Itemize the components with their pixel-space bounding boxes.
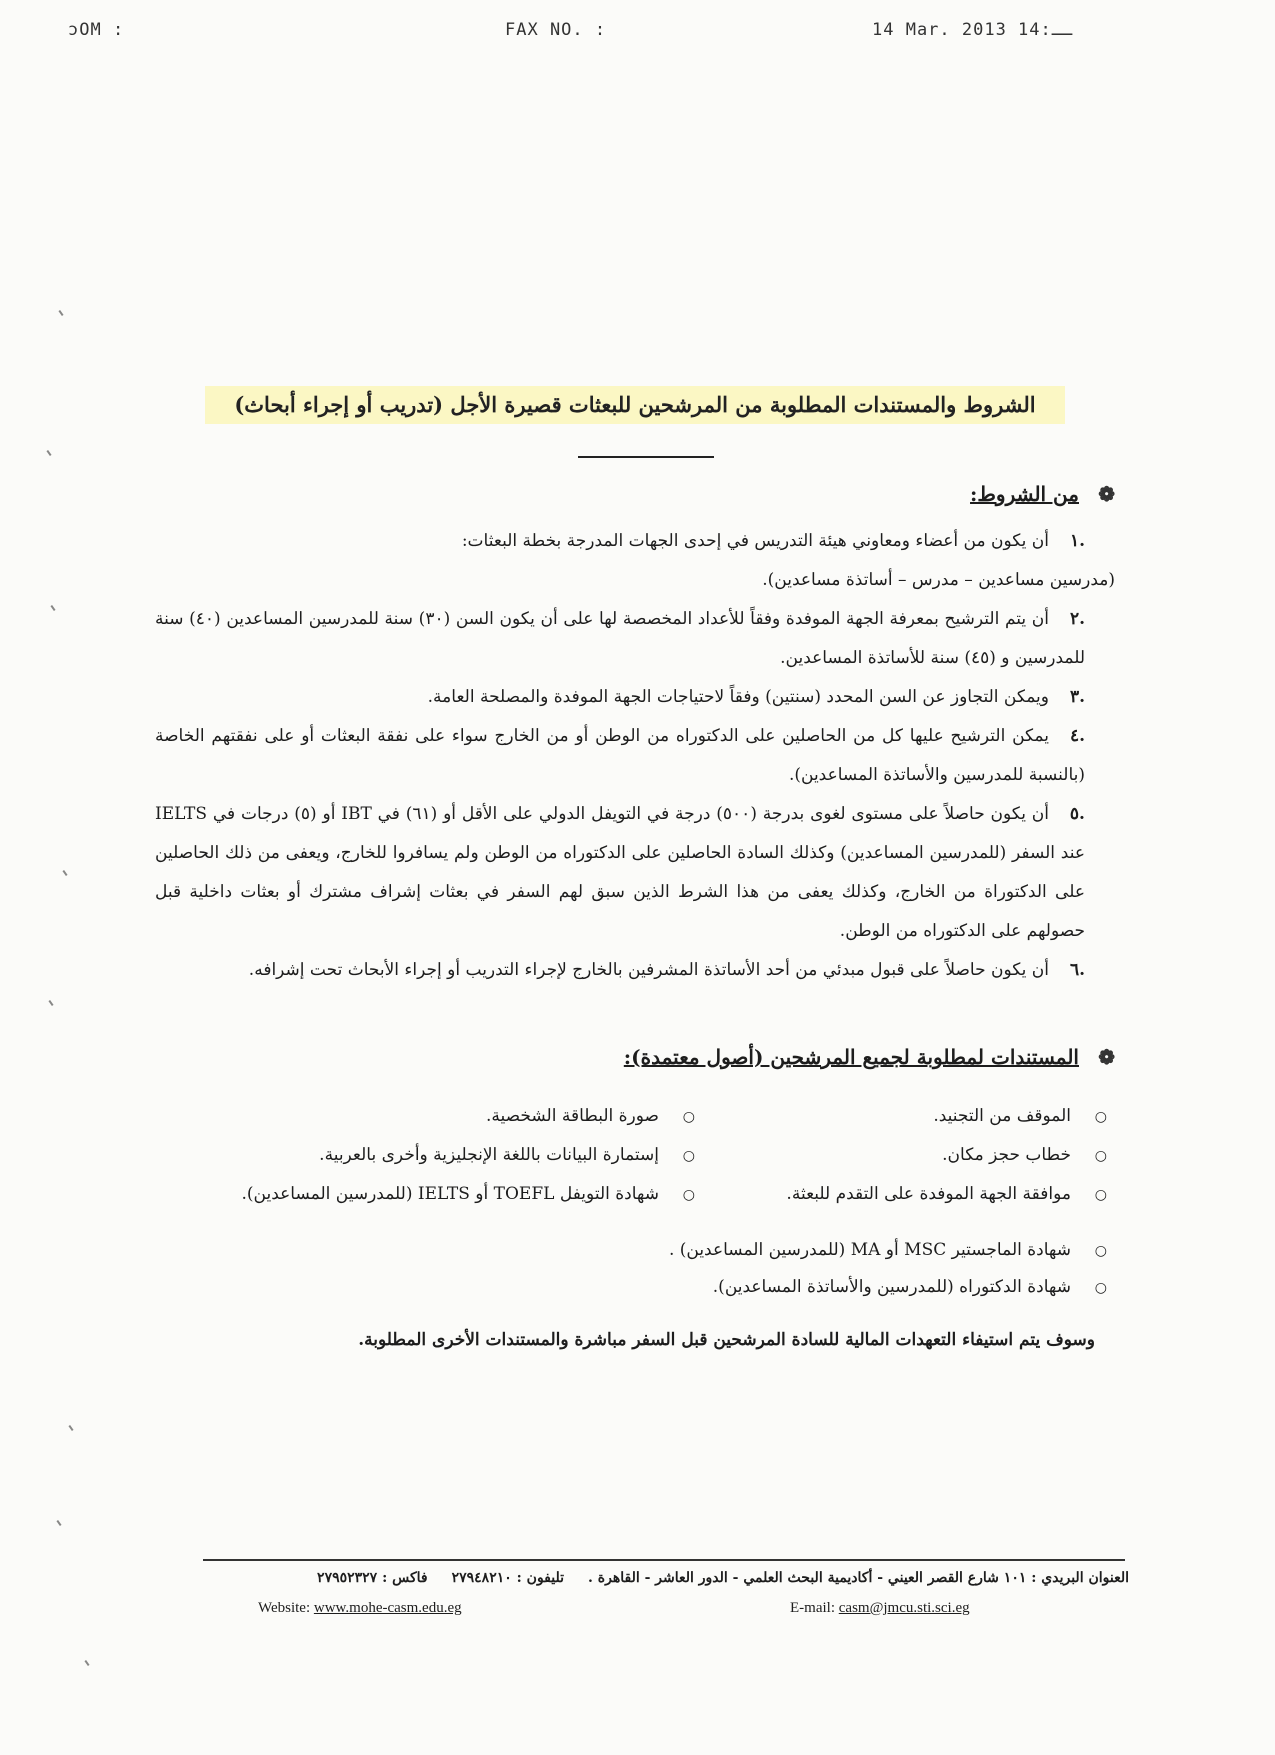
document-item — [942, 1145, 1107, 1165]
document-text: خطاب حجز مكان. — [942, 1145, 1071, 1165]
document-item — [786, 1184, 1107, 1204]
fax-number-footer: فاكس : ٢٧٩٥٢٣٢٧ — [317, 1570, 428, 1586]
website-link[interactable]: www.mohe-casm.edu.eg — [313, 1600, 462, 1616]
email-link[interactable]: casm@jmcu.sti.sci.eg — [838, 1600, 970, 1616]
email-label: E-mail: — [790, 1600, 835, 1616]
bullet-icon: ○ — [682, 1109, 695, 1125]
condition-text: أن يكون حاصلاً على قبول مبدئي من أحد الأساتذة المشرفين بالخارج لإجراء التدريب أو إجراء الأبحاث تحت إشرافه. — [248, 960, 1049, 980]
condition-continuation: (مدرسين مساعدين – مدرس – أساتذة مساعدين). — [762, 570, 1115, 590]
document-item — [713, 1277, 1107, 1297]
page-title: الشروط والمستندات المطلوبة من المرشحين للبعثات قصيرة الأجل (تدريب أو إجراء أبحاث) — [205, 386, 1065, 424]
condition-text: أن يكون حاصلاً على مستوى لغوى بدرجة (٥٠٠) درجة في التويفل الدولي على الأقل أو (٦١) في IBT أو (٥) درجات في IELTS عند السفر (للمدرسين المساعدين) وكذلك السادة الحاصلين على الدكتوراه من الوطن ولم يسافروا للخارج، ويعفى من ذلك الحاصلين على الدكتوراة من الخارج، وكذلك يعفى من هذا الشرط الذين سبق لهم السفر في بعثات إشراف مشترك أو بعثات داخلية قبل حصولهم على الدكتوراه من الوطن. — [155, 804, 1085, 941]
document-text: موافقة الجهة الموفدة على التقدم للبعثة. — [786, 1184, 1071, 1204]
closing-note: وسوف يتم استيفاء التعهدات المالية للسادة المرشحين قبل السفر مباشرة والمستندات الأخرى المطلوبة. — [358, 1330, 1095, 1350]
website-label: Website: — [258, 1600, 311, 1616]
document-item — [669, 1240, 1107, 1260]
fax-from: ɔOM : — [68, 20, 125, 40]
document-item — [319, 1145, 695, 1165]
condition-text: يمكن الترشيح عليها كل من الحاصلين على الدكتوراه من الوطن أو من الخارج سواء على نفقة البعثات أو على نفقتهم الخاصة (بالنسبة للمدرسين والأساتذة المساعدين). — [155, 726, 1085, 785]
fax-number: FAX NO. : — [505, 20, 607, 40]
footer-email — [790, 1600, 970, 1617]
bullet-icon: ○ — [1094, 1187, 1107, 1203]
condition-number: .٣ — [1069, 687, 1085, 707]
flower-bullet-icon: ❁ — [1098, 1045, 1115, 1069]
condition-text: أن يتم الترشيح بمعرفة الجهة الموفدة وفقاً للأعداد المخصصة لها على أن يكون السن (٣٠) سنة للمدرسين المساعدين (٤٠) سنة للمدرسين و (٤٥) سنة للأساتذة المساعدين. — [155, 609, 1085, 668]
documents-heading-text: المستندات لمطلوبة لجميع المرشحين (أصول معتمدة): — [623, 1045, 1079, 1069]
condition-number: .٢ — [1069, 609, 1085, 629]
document-item — [933, 1106, 1107, 1126]
bullet-icon: ○ — [1094, 1280, 1107, 1296]
document-text: الموقف من التجنيد. — [933, 1106, 1071, 1126]
phone-number: تليفون : ٢٧٩٤٨٢١٠ — [451, 1570, 565, 1586]
document-item — [242, 1184, 696, 1204]
condition-number: .١ — [1069, 531, 1085, 551]
document-text: إستمارة البيانات باللغة الإنجليزية وأخرى بالعربية. — [319, 1145, 659, 1165]
bullet-icon: ○ — [1094, 1109, 1107, 1125]
conditions-heading-text: من الشروط: — [970, 482, 1079, 506]
document-text: شهادة الدكتوراه (للمدرسين والأساتذة المساعدين). — [712, 1277, 1071, 1297]
bullet-icon: ○ — [1094, 1243, 1107, 1259]
footer-website — [258, 1600, 462, 1617]
fax-date: 14 Mar. 2013 14:ــ — [872, 20, 1073, 40]
condition-text: ويمكن التجاوز عن السن المحدد (سنتين) وفقاً لاحتياجات الجهة الموفدة والمصلحة العامة. — [427, 687, 1049, 707]
document-text: شهادة التويفل TOEFL أو IELTS (للمدرسين المساعدين). — [241, 1184, 659, 1204]
condition-text: أن يكون من أعضاء ومعاوني هيئة التدريس في إحدى الجهات المدرجة بخطة البعثات: — [461, 531, 1049, 551]
footer-divider — [203, 1559, 1125, 1561]
document-text: صورة البطاقة الشخصية. — [486, 1106, 659, 1126]
document-text: شهادة الماجستير MSC أو MA (للمدرسين المساعدين) . — [668, 1240, 1071, 1260]
flower-bullet-icon: ❁ — [1098, 482, 1115, 506]
footer-address-line — [293, 1570, 1129, 1586]
bullet-icon: ○ — [1094, 1148, 1107, 1164]
bullet-icon: ○ — [682, 1148, 695, 1164]
condition-number: .٦ — [1069, 960, 1085, 980]
condition-number: .٥ — [1069, 804, 1085, 824]
condition-number: .٤ — [1069, 726, 1085, 746]
postal-address: العنوان البريدي : ١٠١ شارع القصر العيني - أكاديمية البحث العلمي - الدور العاشر - القاهرة . — [588, 1570, 1129, 1586]
document-item — [486, 1106, 695, 1126]
bullet-icon: ○ — [682, 1187, 695, 1203]
